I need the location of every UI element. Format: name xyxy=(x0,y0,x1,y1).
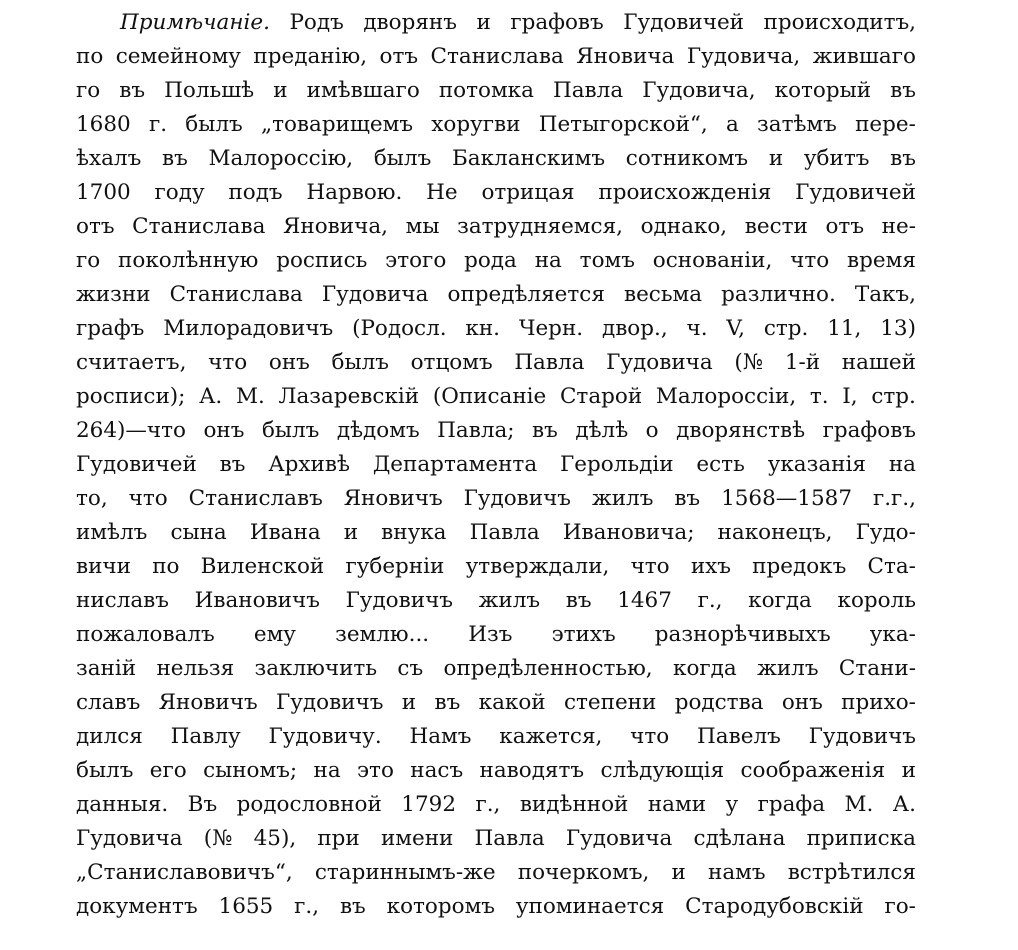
word: Старой xyxy=(559,384,643,409)
note-label: Примѣчаніе. xyxy=(120,10,270,35)
word: въ xyxy=(161,146,188,171)
text-line xyxy=(76,448,916,482)
word: это xyxy=(357,758,394,783)
word: 13) xyxy=(880,316,916,341)
word: въ xyxy=(532,418,558,443)
word: а xyxy=(725,112,739,137)
word: былъ xyxy=(331,350,389,375)
text-line xyxy=(76,142,916,176)
word: Павла xyxy=(552,78,624,103)
word: и xyxy=(343,520,359,545)
word: утверждали, xyxy=(465,554,610,579)
word: происходитъ, xyxy=(763,10,916,35)
word: Черн. xyxy=(518,316,584,341)
word: Яновича xyxy=(576,44,675,69)
word: заключить xyxy=(254,656,378,681)
word: г.г., xyxy=(872,486,916,511)
word: приписка xyxy=(806,826,916,851)
word: Гудовичей xyxy=(76,452,197,477)
word: Такъ, xyxy=(854,282,916,307)
word: дился xyxy=(76,724,143,749)
word: отцомъ xyxy=(410,350,493,375)
word: что xyxy=(208,350,248,375)
word: пожаловалъ xyxy=(76,622,215,647)
text-line xyxy=(76,380,916,414)
word: весьма xyxy=(623,282,703,307)
word: въ xyxy=(674,486,701,511)
word: 1568—1587 xyxy=(721,486,852,511)
word: г., xyxy=(294,894,320,919)
word: I, xyxy=(842,384,858,409)
text-line xyxy=(76,856,916,890)
word: прихо- xyxy=(841,690,916,715)
word: Павелъ xyxy=(697,724,781,749)
word: не- xyxy=(881,214,916,239)
word: имѣвшаго xyxy=(306,78,420,103)
word: основаніи, xyxy=(652,248,773,273)
text-line xyxy=(76,414,916,448)
word: стр. xyxy=(763,316,809,341)
word: жизни xyxy=(76,282,151,307)
word: по xyxy=(152,554,180,579)
word: Петыгорской“, xyxy=(538,112,708,137)
word: Герольдіи xyxy=(560,452,674,477)
word: Павла xyxy=(474,826,545,851)
word: при xyxy=(317,826,360,851)
word: различно. xyxy=(721,282,836,307)
text-line xyxy=(76,822,916,856)
word: графовъ xyxy=(822,418,916,443)
word: родословной xyxy=(236,792,382,817)
word: что xyxy=(630,724,670,749)
text-line xyxy=(76,210,916,244)
word: мы xyxy=(405,214,440,239)
word: у xyxy=(725,792,739,817)
word: отъ xyxy=(76,214,115,239)
word: опредѣляется xyxy=(447,282,605,307)
word: 1-й xyxy=(784,350,821,375)
word: на xyxy=(534,248,562,273)
word: Гудовичъ xyxy=(808,724,916,749)
word: Станислава xyxy=(169,282,303,307)
word: вести xyxy=(744,214,808,239)
word: былъ xyxy=(185,112,243,137)
text-line xyxy=(76,176,916,210)
word: Польшѣ xyxy=(164,78,255,103)
word: т. xyxy=(809,384,829,409)
word: дворянъ xyxy=(363,10,457,35)
word: считаетъ, xyxy=(76,350,187,375)
text-line xyxy=(76,278,916,312)
word: внука xyxy=(381,520,447,545)
word: разнорѣчивыхъ xyxy=(654,622,831,647)
word: Архивѣ xyxy=(268,452,350,477)
word: графъ xyxy=(76,316,145,341)
word: наконецъ, xyxy=(717,520,833,545)
word: Лазаревскій xyxy=(278,384,420,409)
word: Виленской xyxy=(200,554,325,579)
word: сотникомъ xyxy=(625,146,749,171)
word: семейному xyxy=(115,44,241,69)
word: Гудо- xyxy=(855,520,916,545)
word: этихъ xyxy=(551,622,616,647)
word: Гудовича, xyxy=(686,44,801,69)
word: кн. xyxy=(465,316,501,341)
text-line xyxy=(76,652,916,686)
word: когда xyxy=(673,656,737,681)
word: Стародубовскій xyxy=(685,894,864,919)
word: жилъ xyxy=(478,588,541,613)
word: А. xyxy=(199,384,223,409)
word: Гудовичъ xyxy=(345,588,453,613)
word: 1467 xyxy=(617,588,672,613)
word: „Станиславовичъ“, xyxy=(76,860,293,885)
word: подъ xyxy=(228,180,283,205)
word: документъ xyxy=(76,894,198,919)
text-line xyxy=(76,244,916,278)
word: убитъ xyxy=(803,146,870,171)
text-line xyxy=(76,482,916,516)
word: въ xyxy=(890,146,916,171)
word: наводятъ xyxy=(479,758,585,783)
word: намъ xyxy=(707,860,766,885)
word: въ xyxy=(119,78,146,103)
text-line xyxy=(76,346,916,380)
word: и xyxy=(901,758,916,783)
text-line xyxy=(76,584,916,618)
word: 1792 xyxy=(401,792,456,817)
word: дворянствѣ xyxy=(676,418,806,443)
word: г. xyxy=(148,112,168,137)
word: году xyxy=(154,180,205,205)
word: Гудовичей xyxy=(623,10,745,35)
word: губерніи xyxy=(345,554,445,579)
word: г., xyxy=(475,792,501,817)
word: въ xyxy=(219,452,246,477)
text-line xyxy=(76,74,916,108)
word: Стани- xyxy=(838,656,916,681)
word: Гудовича xyxy=(321,282,429,307)
word: го xyxy=(76,248,101,273)
word: „товарищемъ xyxy=(260,112,414,137)
word: Павла; xyxy=(437,418,515,443)
word: ч. xyxy=(686,316,708,341)
word: графа xyxy=(757,792,826,817)
word: вичи xyxy=(76,554,131,579)
word: дѣлѣ xyxy=(575,418,629,443)
word: Изъ xyxy=(468,622,513,647)
word: г., xyxy=(697,588,723,613)
word: что xyxy=(630,554,670,579)
word: Малороссіи, xyxy=(655,384,797,409)
word: когда xyxy=(748,588,812,613)
word: сыномъ; xyxy=(203,758,298,783)
word: (Родосл. xyxy=(352,316,447,341)
word: Департамента xyxy=(372,452,538,477)
word: затрудняемся, xyxy=(457,214,623,239)
word: затѣмъ xyxy=(757,112,837,137)
word: Милорадовичъ xyxy=(163,316,334,341)
word: пере- xyxy=(855,112,916,137)
word: Гудовича, xyxy=(642,78,756,103)
word: славъ xyxy=(76,690,141,715)
text-line xyxy=(76,788,916,822)
word: на xyxy=(888,452,916,477)
word: что xyxy=(128,486,168,511)
word: поколѣнную xyxy=(118,248,259,273)
word: и xyxy=(476,10,491,35)
word: 264)—что xyxy=(76,418,186,443)
word: Станислава xyxy=(132,214,266,239)
word: М. xyxy=(844,792,874,817)
word: насъ xyxy=(410,758,464,783)
word: землю... xyxy=(335,622,430,647)
text-line xyxy=(76,6,916,40)
word: ихъ xyxy=(690,554,731,579)
word: хоругви xyxy=(431,112,521,137)
word: Гудовича xyxy=(606,350,713,375)
word: Ста- xyxy=(867,554,916,579)
word: родства xyxy=(674,690,764,715)
word: съ xyxy=(397,656,424,681)
word: и xyxy=(401,690,417,715)
word: данныя. xyxy=(76,792,169,817)
text-line xyxy=(76,754,916,788)
word: степени xyxy=(563,690,657,715)
word: Гудовичу. xyxy=(268,724,382,749)
word: въ xyxy=(339,894,366,919)
word: Павлу xyxy=(170,724,241,749)
text-line xyxy=(76,890,916,924)
word: (Описаніе xyxy=(432,384,547,409)
word: то, xyxy=(76,486,108,511)
word: время xyxy=(847,248,916,273)
word: былъ xyxy=(76,758,134,783)
word: на xyxy=(313,758,341,783)
word: однако, xyxy=(640,214,728,239)
word: который xyxy=(774,78,872,103)
word: двор., xyxy=(601,316,668,341)
word: есть xyxy=(696,452,745,477)
word: стр. xyxy=(871,384,916,409)
word: что xyxy=(790,248,830,273)
word: нельзя xyxy=(156,656,235,681)
word: Яновичъ xyxy=(343,486,443,511)
word: Ивановичъ xyxy=(194,588,320,613)
text-line xyxy=(76,108,916,142)
word: Гудовичъ xyxy=(276,690,384,715)
word: Станиславъ xyxy=(188,486,323,511)
word: нами xyxy=(647,792,707,817)
word: 1700 xyxy=(76,180,131,205)
word: дѣдомъ xyxy=(336,418,420,443)
word: Яновичъ xyxy=(158,690,258,715)
word: жилъ xyxy=(591,486,654,511)
word: го xyxy=(76,78,101,103)
word: онъ xyxy=(781,690,823,715)
word: сдѣлана xyxy=(693,826,786,851)
word: А. xyxy=(892,792,916,817)
word: въ xyxy=(890,78,916,103)
word: кажется, xyxy=(499,724,603,749)
text-line xyxy=(76,516,916,550)
word: которомъ xyxy=(386,894,495,919)
word: соображенія xyxy=(740,758,886,783)
word: 11, xyxy=(827,316,862,341)
word: онъ xyxy=(203,418,245,443)
word: имени xyxy=(380,826,454,851)
word: 45), xyxy=(253,826,297,851)
word: его xyxy=(149,758,187,783)
word: Павла xyxy=(469,520,540,545)
word: указанія xyxy=(767,452,866,477)
word: въ xyxy=(565,588,592,613)
word: предокъ xyxy=(752,554,847,579)
word: въ xyxy=(434,690,461,715)
note-paragraph xyxy=(76,6,916,924)
word: сына xyxy=(170,520,227,545)
word: графовъ xyxy=(510,10,604,35)
word: опредѣленностью, xyxy=(443,656,653,681)
word: Намъ xyxy=(409,724,472,749)
word: этого xyxy=(385,248,447,273)
word: видѣнной xyxy=(519,792,629,817)
word: роспись xyxy=(276,248,368,273)
word: Въ xyxy=(187,792,218,817)
word: отрицая xyxy=(481,180,575,205)
word: какой xyxy=(478,690,546,715)
word: 1680 xyxy=(76,112,131,137)
word: отъ xyxy=(379,44,419,69)
word: и xyxy=(671,860,686,885)
word: росписи); xyxy=(76,384,186,409)
word: Не xyxy=(426,180,458,205)
text-line xyxy=(76,686,916,720)
word: го- xyxy=(884,894,916,919)
word: упоминается xyxy=(515,894,665,919)
word: отъ xyxy=(825,214,865,239)
word: (№ xyxy=(734,350,764,375)
word: жилъ xyxy=(757,656,819,681)
text-line xyxy=(76,618,916,652)
text-line xyxy=(76,550,916,584)
word: ниславъ xyxy=(76,588,169,613)
word: Станислава xyxy=(430,44,564,69)
word: происхожденія xyxy=(598,180,772,205)
word: онъ xyxy=(268,350,310,375)
word: былъ xyxy=(261,418,320,443)
word: и xyxy=(273,78,288,103)
word: имѣлъ xyxy=(76,520,148,545)
word: Гудовича xyxy=(76,826,183,851)
word: рода xyxy=(464,248,517,273)
word: 1655 xyxy=(218,894,274,919)
word: потомка xyxy=(438,78,534,103)
word: по xyxy=(76,44,104,69)
word: ука- xyxy=(869,622,916,647)
word: и xyxy=(768,146,784,171)
text-line xyxy=(76,312,916,346)
word: Павла xyxy=(514,350,585,375)
word: ѣхалъ xyxy=(76,146,142,171)
word: Ивановича; xyxy=(562,520,695,545)
word: Ивана xyxy=(249,520,321,545)
word: V, xyxy=(726,316,745,341)
word: Гудовичъ xyxy=(463,486,571,511)
word: король xyxy=(837,588,916,613)
word: почеркомъ, xyxy=(517,860,650,885)
text-line xyxy=(76,720,916,754)
word: Родъ xyxy=(289,10,344,35)
word: Бакланскимъ xyxy=(451,146,606,171)
word: Яновича, xyxy=(283,214,388,239)
word: (№ xyxy=(203,826,233,851)
word: былъ xyxy=(373,146,432,171)
text-line xyxy=(76,40,916,74)
word: заній xyxy=(76,656,137,681)
word: о xyxy=(645,418,659,443)
word: преданію, xyxy=(253,44,368,69)
word: нашей xyxy=(841,350,916,375)
word: Гудовичей xyxy=(795,180,916,205)
word: слѣдующія xyxy=(600,758,725,783)
word: ему xyxy=(253,622,296,647)
word: Нарвою. xyxy=(306,180,403,205)
word: М. xyxy=(235,384,265,409)
word: жившаго xyxy=(812,44,916,69)
word: стариннымъ-же xyxy=(314,860,496,885)
word: встрѣтился xyxy=(787,860,916,885)
word: Малороссію, xyxy=(208,146,354,171)
word: Гудовича xyxy=(565,826,673,851)
word: томъ xyxy=(579,248,635,273)
